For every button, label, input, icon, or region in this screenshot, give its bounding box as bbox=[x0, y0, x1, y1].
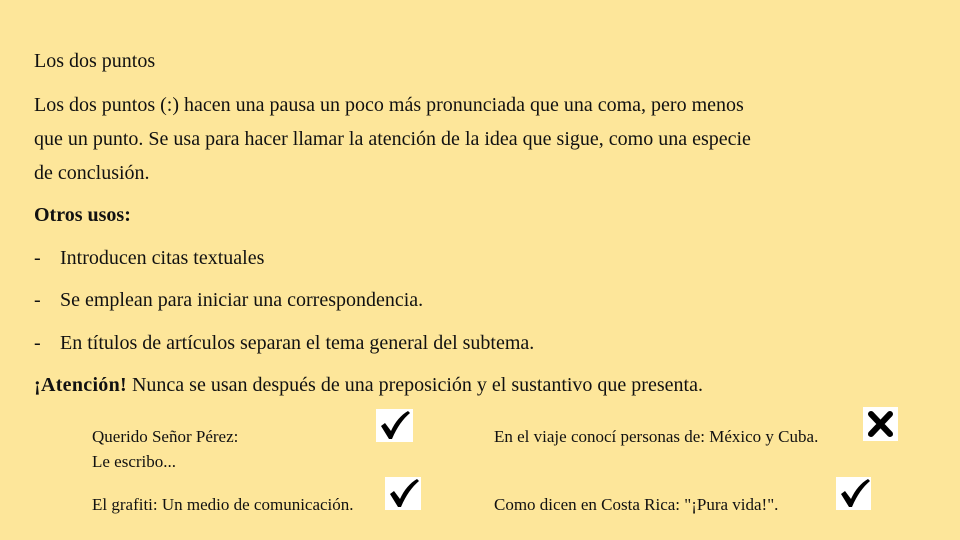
intro-paragraph bbox=[34, 88, 914, 190]
attention-note bbox=[34, 371, 703, 399]
intro-line: de conclusión. bbox=[34, 162, 150, 184]
bullet-text: En títulos de artículos separan el tema general del subtema. bbox=[60, 332, 535, 354]
example-correct-quote bbox=[494, 492, 778, 517]
bullet-dash: - bbox=[34, 247, 41, 269]
attention-text: Nunca se usan después de una preposición y el sustantivo que presenta. bbox=[126, 374, 703, 396]
bullet-item bbox=[34, 329, 534, 357]
example-line: Le escribo... bbox=[92, 452, 177, 471]
check-icon bbox=[385, 477, 421, 510]
attention-label: ¡Atención! bbox=[34, 374, 127, 396]
bullet-item bbox=[34, 244, 264, 272]
intro-line: Los dos puntos (:) hacen una pausa un poco más pronunciada que una coma, pero menos bbox=[34, 94, 744, 116]
example-correct-letter bbox=[92, 424, 238, 474]
bullet-dash: - bbox=[34, 332, 41, 354]
example-line: Querido Señor Pérez: bbox=[92, 427, 239, 446]
bullet-text: Introducen citas textuales bbox=[60, 247, 265, 269]
example-line: En el viaje conocí personas de: México y Cuba. bbox=[494, 427, 819, 446]
example-correct-title bbox=[92, 492, 354, 517]
example-line: El grafiti: Un medio de comunicación. bbox=[92, 495, 354, 514]
page-title: Los dos puntos bbox=[34, 50, 156, 72]
check-icon bbox=[376, 409, 413, 442]
bullet-dash: - bbox=[34, 289, 41, 311]
cross-icon bbox=[863, 407, 898, 441]
check-icon bbox=[836, 477, 871, 510]
bullet-item bbox=[34, 286, 423, 314]
intro-line: que un punto. Se usa para hacer llamar la atención de la idea que sigue, como una especie bbox=[34, 128, 751, 150]
example-line: Como dicen en Costa Rica: "¡Pura vida!". bbox=[494, 495, 779, 514]
bullet-text: Se emplean para iniciar una correspondencia. bbox=[60, 289, 424, 311]
example-incorrect-preposition bbox=[494, 424, 818, 449]
other-uses-heading: Otros usos: bbox=[34, 204, 131, 226]
